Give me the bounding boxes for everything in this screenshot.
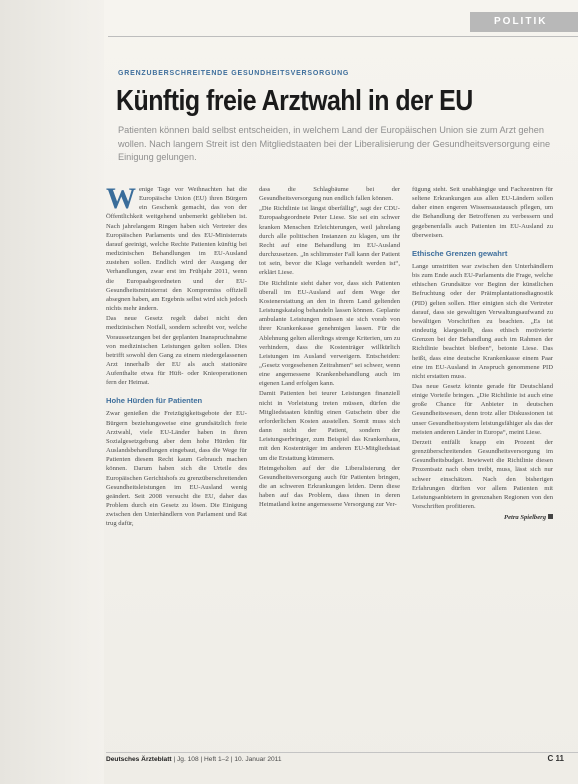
paragraph (412, 382, 553, 437)
text-column-2 (259, 185, 400, 743)
paragraph (259, 279, 400, 389)
paragraph (106, 409, 247, 528)
article-body (106, 185, 554, 743)
footer-rule (106, 752, 578, 753)
section-label: POLITIK (470, 12, 578, 32)
article-kicker: GRENZÜBERSCHREITENDE GESUNDHEITSVERSORGUNG (118, 70, 350, 77)
article-headline: Künftig freie Arztwahl in der EU (116, 85, 473, 117)
footer-citation: Deutsches Ärzteblatt | Jg. 108 | Heft 1–2 | 10. Januar 2011 (106, 756, 282, 763)
paragraph-text: Lange umstritten war zwischen den Unterhändlern bis zum Ende auch EU-Parlaments die Frage, welche ethischen Grundsätze vor Beginn der künstlichen Befruchtung oder der Präimplantationsdiagnostik (PID) gelten sollen. Hier einigten sich die Vertreter darauf, dass sie gewaltigen Verwaltungsaufwand zu bewältigen Vorschriften zu beachten. „Es ist eindeutig klargestellt, dass ethisch motivierte Grenzen bei der Behandlung auch im Rahmen der Richtlinie beachtet bleiben“, betonte Liese. Das heißt, dass eine deutsche Krankenkasse einem Paar eine im EU-Ausland in Anspruch genommene PID nicht erstatten muss. (412, 262, 553, 380)
paragraph-text: Derzeit entfällt knapp ein Prozent der grenzüberschreitenden Gesundheitsversorgung im Gesundheitsbudget. Inwieweit die Richtlinie diesen Prozentsatz nach oben treibt, muss, lässt sich nur schwer einschätzen. Nach den bisherigen Erfahrungen dürften vor allem Patienten mit Leistungsanbietern in grenznahen Regionen von den Vorschriften profitieren. (412, 438, 553, 510)
paragraph (259, 389, 400, 462)
page-number: C 11 (547, 754, 564, 763)
paragraph-text: Damit Patienten bei teurer Leistungen finanziell nicht in Vorleistung treten müssen, dürfen die Mitgliedstaaten künftig einen Gutschein über die erforderlichen Kosten ausstellen. Somit muss sich dann nicht der Patient, sondern der Leistungserbringer, zum Beispiel das Krankenhaus, mit den Kostenträger im anderen EU-Mitgliedstaat um die Erstattung kümmern. (259, 390, 400, 462)
paragraph-text: enige Tage vor Weihnachten hat die Europäische Union (EU) ihren Bürgern ein Geschenk gemacht, das von der Öffentlichkeit weitgehend unbemerkt geblieben ist. Nach jahrelangem Ringen haben sich Vertreter des Europäischen Parlaments und des EU-Ministerrats darauf geeinigt, welche Rechte Patienten künftig bei medizinischen Behandlungen im EU-Ausland zustehen sollen. Endlich wird der Ausgang der Verhandlungen, zwar erst im Frühjahr 2011, wenn die Europaabgeordneten und der EU-Gesundheitsministerrat den Kompromiss offiziell absegnen haben, am Ergebnis selbst wird sich jedoch nichts mehr ändern. (106, 186, 247, 313)
subheading: Ethische Grenzen gewahrt (412, 248, 508, 258)
header-rule (108, 36, 578, 37)
paragraph (412, 185, 553, 240)
paragraph-text: Das neue Gesetz könnte gerade für Deutschland einige Vorteile bringen. „Die Richtlinie ist auch eine große Chance für Anbieter in deutschen Gesundheitswesen, denn trotz aller Diskussionen ist unser Gesundheitssystem leistungsfähiger als das der meisten anderen Länder in Europa“, meint Liese. (412, 382, 553, 436)
end-mark-icon (548, 514, 553, 519)
paragraph-text: Heimgeholten auf der die Liberalisierung der Gesundheitsversorgung auch für Patienten bringen, die an schweren Erkrankungen leiden. Denn diese haben auf das Problem, dass ihnen in deren Heimatland keine angemessene Versorgung zur Ver- (259, 464, 400, 509)
publication-name: Deutsches Ärzteblatt (106, 756, 172, 763)
paragraph (259, 204, 400, 277)
paragraph-text: „Die Richtlinie ist längst überfällig“, sagt der CDU-Europaabgeordnete Peter Liese. Sie sei ein schwer kranken Menschen Erleichterungen, weil jahrelang durch alle politischen Instanzen zu klagen, um ihr Recht auf eine Behandlung im EU-Ausland durchzusetzen. „In schlimmster Fall kann der Patient tot sein, bevor die Klage verhandelt werden ist“, erklärt Liese. (259, 205, 400, 277)
author-byline (412, 513, 553, 522)
paragraph-text: Die Richtlinie sieht daher vor, dass sich Patienten überall im EU-Ausland auf dem Wege der Kostenerstattung an den in ihrem Land geltenden Leistungskatalog behandeln lassen können. Geplante ambulante Leistungen müssen sie sich vorab von ihrer Krankenkasse genehmigen lassen. Für die Ablehnung gelten allerdings strenge Kriterien, um zu verhindern, dass die Kostenträger willkürlich Leistungen im Ausland verweigern. Entscheiden: „Gesetz vorgesehenen Zeitrahmen“ sei schwer, wenn eine angemessene Krankenbehandlung auch im eigenen Land erfolgen kann. (259, 279, 400, 388)
issue-date: 10. Januar 2011 (234, 756, 282, 763)
page-gutter (0, 0, 104, 784)
author-name: Petra Spielberg (504, 514, 546, 522)
paragraph-text: fügung steht. Seit unabhängige und Fachzentren für seltene Erkrankungen aus allen EU-Ländern sollen daher einen engeren Wissensaustausch pflegen, um die Behandlung der Betroffenen zu verbessern und gegebenenfalls auch Patienten im EU-Ausland zu überweisen. (412, 186, 553, 239)
text-column-3 (412, 185, 553, 743)
volume: Jg. 108 (176, 756, 199, 763)
paragraph-text: Das neue Gesetz regelt dabei nicht den medizinischen Notfall, sondern schreibt vor, welche Voraussetzungen bei der geplanten Inanspruchnahme von medizinischen Leistungen gelten sollen. Dies betrifft sowohl den Gang zu einem niedergelassenen Arzt innerhalb der EU als auch stationäre Aufenthalte etwa für Hüft- oder Knieoperationen fern der Heimat. (106, 315, 247, 387)
article-lead: Patienten können bald selbst entscheiden, in welchem Land der Europäischen Union sie zum Arzt gehen wollen. Nach langem Streit ist den Mitgliedstaaten bei der Liberalisierung der Gesundheitsversorgung eine Einigung gelungen. (118, 125, 551, 162)
drop-cap: W (106, 185, 136, 215)
paragraph (106, 314, 247, 387)
paragraph (259, 464, 400, 510)
text-column-1 (106, 185, 247, 743)
subheading: Hohe Hürden für Patienten (106, 396, 203, 406)
paragraph (259, 185, 400, 203)
issue-number: Heft 1–2 (204, 756, 229, 763)
paragraph (106, 185, 247, 313)
paragraph (412, 262, 553, 381)
paragraph-text: Zwar genießen die Freizügigkeitsgebote der EU-Bürgern beziehungsweise eine grundsätzlich freie Arztwahl, viele EU-Länder haben in ihren Sozialgesetzgebung aber dem hohe Hürden für Auslandsbehandlungen eingebaut, dass die Wege für Patienten diesem Recht kaum Gebrauch machen können. Darum haben sich die Urteile des Europäischen Gerichtshofs zu grenzüberschreitenden Gesundheitsleistungen im EU-Ausland wenig geändert. Seit 2008 versucht die EU, daher das Problem durch ein Gesetz zu lösen. Die Einigung zwischen den Unterhändlern von Parlament und Rat trug dafür, (106, 410, 247, 528)
paragraph (412, 438, 553, 511)
paragraph-text: dass die Schlagbäume bei der Gesundheitsversorgung nun endlich fallen können. (259, 186, 400, 203)
